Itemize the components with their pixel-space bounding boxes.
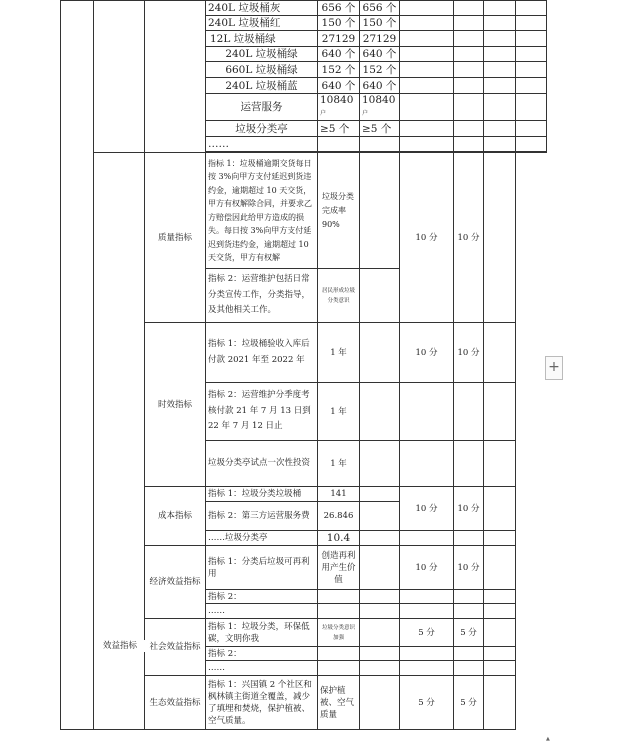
- indicator-text: 指标 2：运营维护包括日常分类宣传工作，分类指导，及其他相关工作。: [206, 269, 318, 323]
- indicator-target: 1 年: [318, 383, 360, 441]
- item-actual: 150 个: [360, 16, 400, 31]
- expand-plus-icon[interactable]: +: [545, 356, 563, 380]
- indicator-text: ……: [206, 661, 318, 676]
- indicator-text: ……: [206, 604, 318, 619]
- item-actual: 152 个: [360, 62, 400, 78]
- item-name: 240L 垃圾桶蓝: [206, 78, 318, 94]
- indicator-target: 居民形成垃圾分类意识: [318, 269, 360, 323]
- indicator-weight: 5 分: [400, 676, 454, 730]
- item-name: 240L 垃圾桶红: [206, 16, 318, 31]
- indicator-target: 26.846: [318, 502, 360, 531]
- social-benefit-label: 社会效益指标: [145, 619, 206, 676]
- item-name: 240L 垃圾桶绿: [206, 47, 318, 62]
- performance-indicator-table: [60, 0, 547, 730]
- indicator-text: 指标 1：分类后垃圾可再利用: [206, 546, 318, 590]
- item-name: 垃圾分类亭: [206, 121, 318, 137]
- item-plan: 640 个: [318, 47, 360, 62]
- indicator-text: 指标 2：第三方运营服务费: [206, 502, 318, 531]
- item-plan: 10840 户: [318, 94, 360, 121]
- indicator-target: 1 年: [318, 323, 360, 383]
- economic-benefit-label: 经济效益指标: [145, 546, 206, 619]
- quality-indicator-label: 质量指标: [145, 153, 206, 323]
- indicator-weight: 10 分: [400, 487, 454, 531]
- item-name: ……: [206, 137, 318, 152]
- indicator-score: 10 分: [454, 153, 484, 323]
- indicator-text: 指标 1：垃圾桶验收入库后付款 2021 年至 2022 年: [206, 323, 318, 383]
- blank-subcategory-cell: [145, 1, 206, 153]
- benefit-indicator-label: 效益指标: [95, 640, 145, 652]
- indicator-text: 指标 2：: [206, 647, 318, 661]
- item-plan: 640 个: [318, 78, 360, 94]
- indicator-text: ……垃圾分类亭: [206, 531, 318, 546]
- item-actual: 640 个: [360, 78, 400, 94]
- indicator-score: 10 分: [454, 487, 484, 531]
- indicator-target: 垃圾分类意识加强: [318, 619, 360, 647]
- indicator-score: 10 分: [454, 323, 484, 383]
- item-name: 12L 垃圾桶绿: [206, 31, 318, 47]
- indicator-text: 指标 2：: [206, 590, 318, 604]
- item-actual: 656 个: [360, 1, 400, 16]
- resize-corner-icon[interactable]: ▲: [546, 736, 550, 742]
- indicator-score: 10 分: [454, 546, 484, 590]
- indicator-target: 10.4: [318, 531, 360, 546]
- item-actual: 10840 户: [360, 94, 400, 121]
- indicator-score: 5 分: [454, 676, 484, 730]
- item-plan: 27129: [318, 31, 360, 47]
- indicator-weight: 5 分: [400, 619, 454, 647]
- indicator-target: 创造再利用产生价值: [318, 546, 360, 590]
- indicator-text: 指标 1：垃圾分类垃圾桶: [206, 487, 318, 502]
- item-actual: ≥5 个: [360, 121, 400, 137]
- item-actual: 27129: [360, 31, 400, 47]
- item-name: 运营服务: [206, 94, 318, 121]
- item-name: 660L 垃圾桶绿: [206, 62, 318, 78]
- item-name: 240L 垃圾桶灰: [206, 1, 318, 16]
- left-blank-column: [61, 1, 94, 730]
- indicator-text: 指标 1：垃圾桶逾期交货每日按 3%向甲方支付延迟到货违约金，逾期超过 10 天交货，甲方有权解除合同，并要求乙方赔偿因此给甲方造成的损失。每日按 3%向甲方支付延迟到货违约金，逾期超过 10 天交货，甲方有权解: [206, 153, 318, 269]
- ecology-benefit-label: 生态效益指标: [145, 676, 206, 730]
- indicator-text: 指标 1：垃圾分类，环保低碳，文明你我: [206, 619, 318, 647]
- indicator-text: 垃圾分类亭试点一次性投资: [206, 441, 318, 487]
- indicator-target: 1 年: [318, 441, 360, 487]
- indicator-text: 指标 1：兴国镇 2 个社区和枫林镇主街道全覆盖，减少了填埋和焚烧，保护植被、空气质量。: [206, 676, 318, 730]
- indicator-text: 指标 2：运营维护分季度考核付款 21 年 7 月 13 日到 22 年 7 月 12 日止: [206, 383, 318, 441]
- item-plan: 152 个: [318, 62, 360, 78]
- table-row: [61, 153, 547, 269]
- item-plan: 150 个: [318, 16, 360, 31]
- indicator-target: 141: [318, 487, 360, 502]
- indicator-weight: 10 分: [400, 323, 454, 383]
- indicator-weight: 10 分: [400, 546, 454, 590]
- blank-category-cell: [94, 1, 145, 153]
- item-plan: 656 个: [318, 1, 360, 16]
- indicator-weight: 10 分: [400, 153, 454, 323]
- table-row: [61, 1, 547, 16]
- item-plan: ≥5 个: [318, 121, 360, 137]
- indicator-target: 垃圾分类完成率 90%: [318, 153, 360, 269]
- item-actual: 640 个: [360, 47, 400, 62]
- cost-indicator-label: 成本指标: [145, 487, 206, 546]
- indicator-target: 保护植被、空气质量: [318, 676, 360, 730]
- indicator-score: 5 分: [454, 619, 484, 647]
- timeliness-indicator-label: 时效指标: [145, 323, 206, 487]
